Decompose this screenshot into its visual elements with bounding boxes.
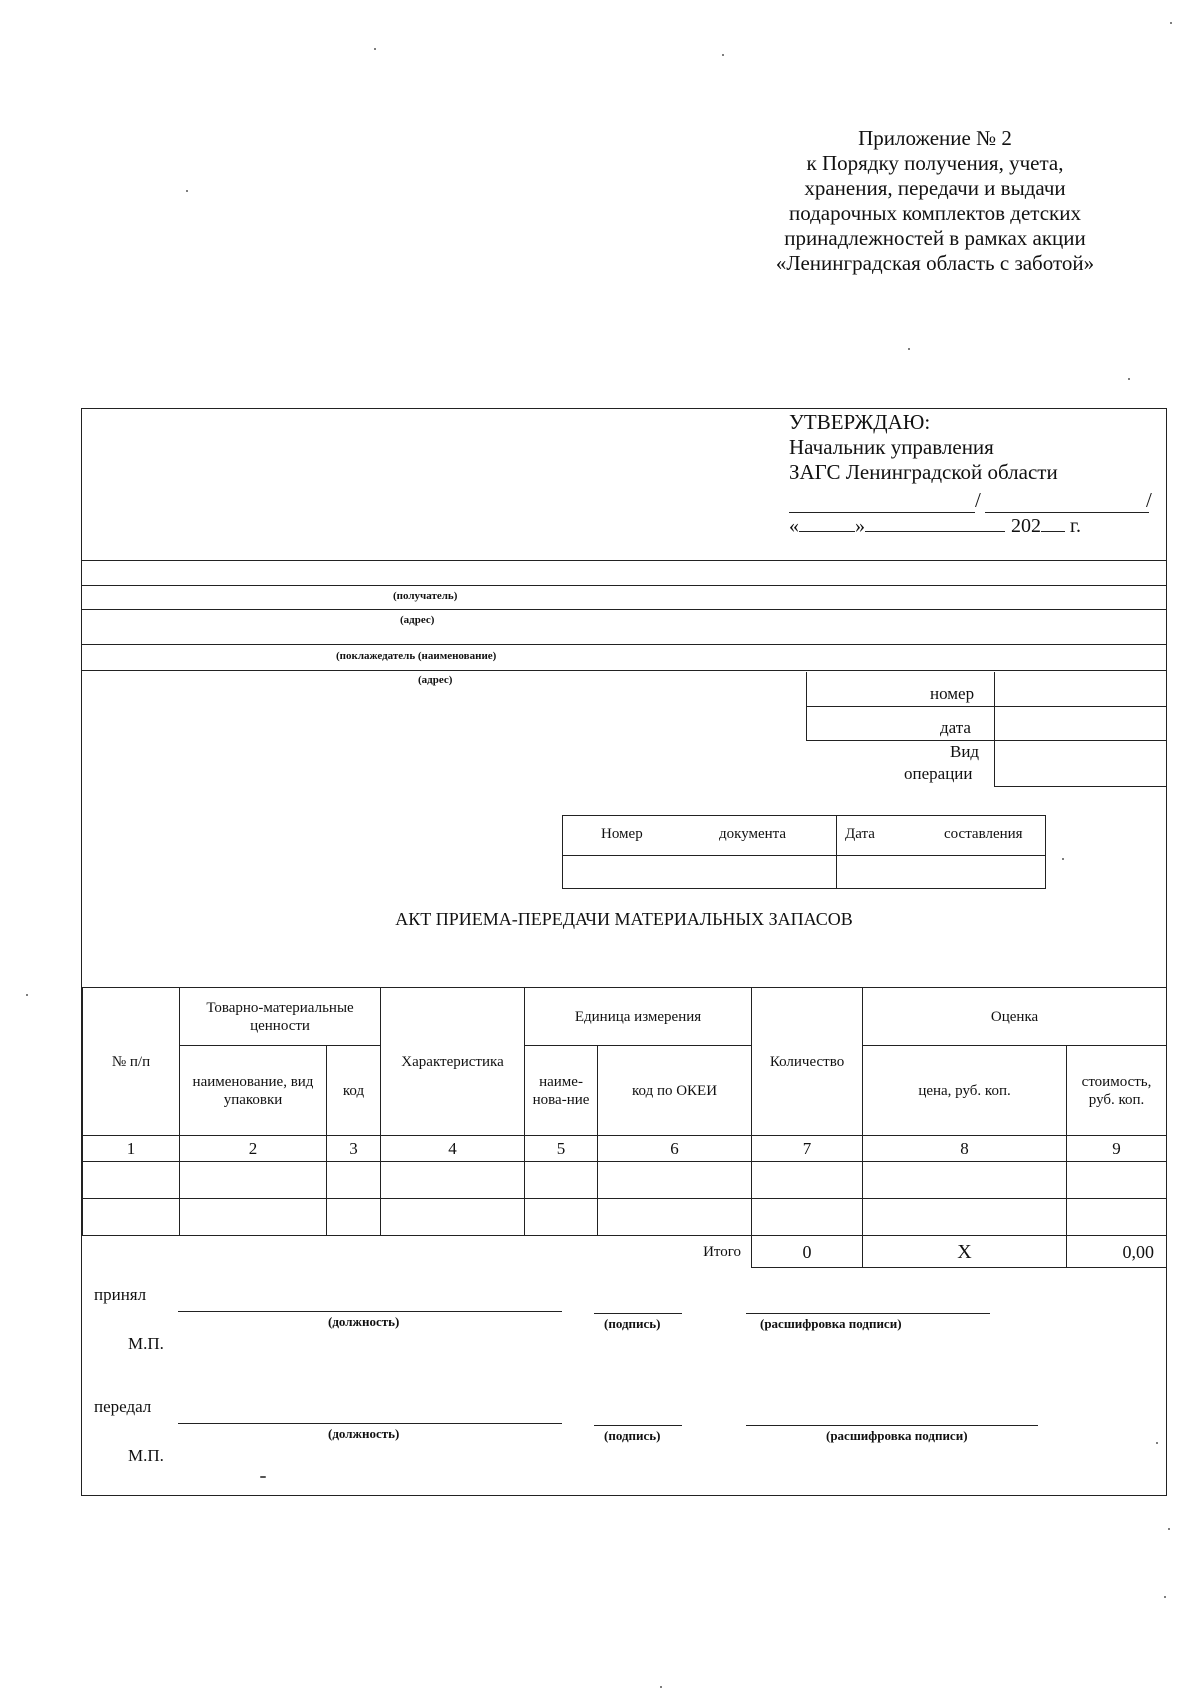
handed-label: передал bbox=[94, 1397, 152, 1416]
table-cell[interactable] bbox=[598, 1199, 752, 1236]
handed-decoding-line[interactable] bbox=[746, 1425, 1038, 1426]
supplier-caption: (поклажедатель (наименование) bbox=[336, 650, 497, 662]
supplier-address-line[interactable] bbox=[82, 670, 1166, 671]
col-number: 1 bbox=[83, 1136, 180, 1162]
approval-block bbox=[789, 410, 1058, 485]
col-number: 4 bbox=[381, 1136, 525, 1162]
col-tmc-header: Товарно-материальные ценности bbox=[180, 988, 381, 1046]
table-cell[interactable] bbox=[752, 1162, 863, 1199]
col-char-header: Характеристика bbox=[381, 988, 525, 1136]
approval-date: « » 202 г. bbox=[789, 512, 1081, 538]
col-num-header: № п/п bbox=[83, 988, 180, 1136]
scan-speck bbox=[1170, 22, 1172, 24]
col-number: 3 bbox=[327, 1136, 381, 1162]
col-number: 5 bbox=[525, 1136, 598, 1162]
rule bbox=[994, 786, 1166, 787]
table-cell[interactable] bbox=[180, 1199, 327, 1236]
approval-position-line2: ЗАГС Ленинградской области bbox=[789, 460, 1058, 484]
signature-caption: (подпись) bbox=[604, 1316, 661, 1331]
scan-speck bbox=[1128, 378, 1130, 380]
col-number: 6 bbox=[598, 1136, 752, 1162]
accepted-signature-line[interactable] bbox=[594, 1313, 682, 1314]
col-price-header: цена, руб. коп. bbox=[863, 1046, 1067, 1136]
decoding-caption: (расшифровка подписи) bbox=[826, 1428, 968, 1443]
accepted-decoding-line[interactable] bbox=[746, 1313, 990, 1314]
table-cell[interactable] bbox=[381, 1162, 525, 1199]
appendix-line: принадлежностей в рамках акции bbox=[784, 226, 1086, 250]
doc-date-label: составления bbox=[944, 826, 1023, 842]
table-cell[interactable] bbox=[381, 1199, 525, 1236]
total-price: Х bbox=[863, 1236, 1067, 1268]
scan-speck bbox=[186, 190, 188, 192]
col-qty-header: Количество bbox=[752, 988, 863, 1136]
scan-speck bbox=[260, 1476, 266, 1478]
stamp-label: М.П. bbox=[128, 1446, 164, 1465]
table-cell[interactable] bbox=[525, 1162, 598, 1199]
table-cell[interactable] bbox=[863, 1162, 1067, 1199]
appendix-line: «Ленинградская область с заботой» bbox=[775, 251, 1095, 275]
total-label: Итого bbox=[703, 1243, 742, 1260]
approval-position-line1: Начальник управления bbox=[789, 435, 994, 459]
approval-title: УТВЕРЖДАЮ: bbox=[789, 410, 931, 434]
scan-speck bbox=[1062, 858, 1064, 860]
col-unit-header: Единица измерения bbox=[525, 988, 752, 1046]
col-number: 9 bbox=[1067, 1136, 1167, 1162]
recipient-line[interactable] bbox=[82, 585, 1166, 586]
handed-signature-line[interactable] bbox=[594, 1425, 682, 1426]
rule bbox=[806, 740, 1166, 741]
doc-date-field[interactable] bbox=[840, 859, 1042, 886]
appendix-line: хранения, передачи и выдачи bbox=[804, 176, 1066, 200]
table-cell[interactable] bbox=[1067, 1199, 1167, 1236]
scan-speck bbox=[1156, 1442, 1158, 1444]
rule bbox=[806, 706, 1166, 707]
col-number: 8 bbox=[863, 1136, 1067, 1162]
table-cell[interactable] bbox=[327, 1162, 381, 1199]
table-row bbox=[83, 1199, 1167, 1236]
table-cell[interactable] bbox=[180, 1162, 327, 1199]
code-date-field[interactable] bbox=[1000, 710, 1162, 738]
table-cell[interactable] bbox=[863, 1199, 1067, 1236]
col-eval-header: Оценка bbox=[863, 988, 1167, 1046]
signature-caption: (подпись) bbox=[604, 1428, 661, 1443]
appendix-line: Приложение № 2 bbox=[858, 126, 1012, 150]
table-cell[interactable] bbox=[598, 1162, 752, 1199]
doc-number-field[interactable] bbox=[566, 859, 832, 886]
decoding-caption: (расшифровка подписи) bbox=[760, 1316, 902, 1331]
scan-speck bbox=[26, 994, 28, 996]
col-number: 7 bbox=[752, 1136, 863, 1162]
rule bbox=[82, 560, 1166, 561]
inventory-table bbox=[82, 987, 1167, 1268]
position-caption: (должность) bbox=[328, 1426, 400, 1441]
table-cell[interactable] bbox=[83, 1199, 180, 1236]
accepted-position-line[interactable] bbox=[178, 1311, 562, 1312]
table-cell[interactable] bbox=[83, 1162, 180, 1199]
recipient-caption: (получатель) bbox=[393, 590, 458, 602]
scan-speck bbox=[1164, 1596, 1166, 1598]
code-operation-label: операции bbox=[904, 764, 973, 783]
rule bbox=[562, 855, 1046, 856]
code-operation-field[interactable] bbox=[1000, 744, 1162, 784]
doc-date-label: Дата bbox=[845, 826, 875, 842]
table-cell[interactable] bbox=[525, 1199, 598, 1236]
doc-number-label: документа bbox=[719, 826, 787, 842]
table-cell[interactable] bbox=[752, 1199, 863, 1236]
approval-slash: / bbox=[1146, 488, 1152, 512]
appendix-line: к Порядку получения, учета, bbox=[806, 151, 1064, 175]
col-unit-name-header: наиме-нова-ние bbox=[525, 1046, 598, 1136]
col-cost-header: стоимость, руб. коп. bbox=[1067, 1046, 1167, 1136]
form-frame bbox=[81, 408, 1167, 1496]
scan-speck bbox=[374, 48, 376, 50]
total-qty: 0 bbox=[752, 1236, 863, 1268]
recipient-address-caption: (адрес) bbox=[400, 614, 435, 626]
table-cell[interactable] bbox=[327, 1199, 381, 1236]
col-tmc-code-header: код bbox=[327, 1046, 381, 1136]
table-row bbox=[83, 1162, 1167, 1199]
approval-slash: / bbox=[975, 488, 981, 512]
col-number: 2 bbox=[180, 1136, 327, 1162]
appendix-header bbox=[700, 126, 1170, 276]
appendix-line: подарочных комплектов детских bbox=[788, 201, 1081, 225]
recipient-address-line[interactable] bbox=[82, 609, 1166, 610]
col-unit-okei-header: код по ОКЕИ bbox=[598, 1046, 752, 1136]
col-tmc-name-header: наименование, вид упаковки bbox=[180, 1046, 327, 1136]
scan-speck bbox=[722, 54, 724, 56]
total-cost: 0,00 bbox=[1067, 1236, 1167, 1268]
scan-speck bbox=[908, 348, 910, 350]
scan-speck bbox=[660, 1686, 662, 1688]
scan-speck bbox=[1168, 1528, 1170, 1530]
supplier-line[interactable] bbox=[82, 644, 1166, 645]
doc-number-label: Номер bbox=[601, 826, 643, 842]
stamp-label: М.П. bbox=[128, 1334, 164, 1353]
act-title: АКТ ПРИЕМА-ПЕРЕДАЧИ МАТЕРИАЛЬНЫХ ЗАПАСОВ bbox=[395, 909, 853, 929]
code-number-field[interactable] bbox=[1000, 676, 1162, 704]
position-caption: (должность) bbox=[328, 1314, 400, 1329]
supplier-address-caption: (адрес) bbox=[418, 674, 453, 686]
total-row bbox=[83, 1236, 1167, 1268]
rule bbox=[836, 815, 837, 889]
code-date-label: дата bbox=[940, 718, 971, 737]
rule bbox=[994, 672, 995, 787]
code-operation-label: Вид bbox=[950, 742, 980, 761]
handed-position-line[interactable] bbox=[178, 1423, 562, 1424]
table-cell[interactable] bbox=[1067, 1162, 1167, 1199]
code-number-label: номер bbox=[930, 684, 975, 703]
accepted-label: принял bbox=[94, 1285, 147, 1304]
